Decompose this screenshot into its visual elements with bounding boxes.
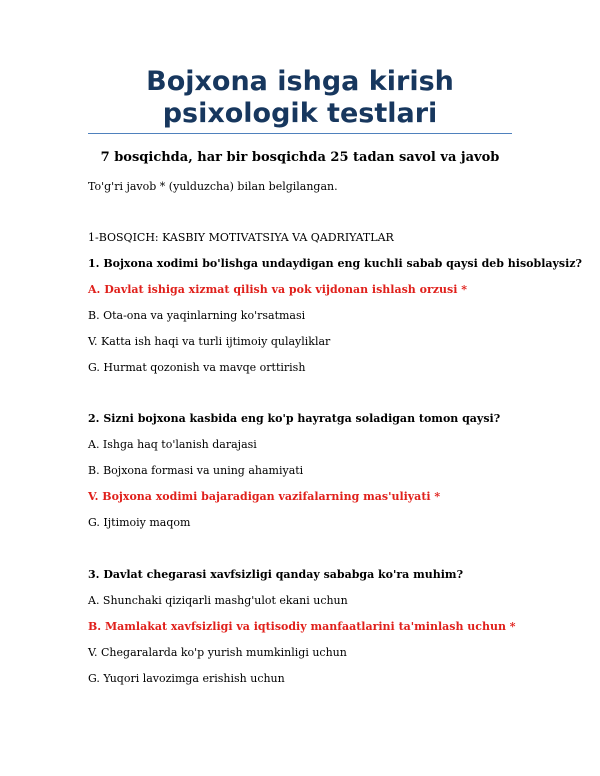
title-line-1: Bojxona ishga kirish xyxy=(146,66,454,97)
title-underline xyxy=(88,133,512,134)
q2-option-a: A. Ishga haq to'lanish darajasi xyxy=(88,438,257,451)
q1-option-g: G. Hurmat qozonish va mavqe orttirish xyxy=(88,361,306,374)
document-subtitle: 7 bosqichda, har bir bosqichda 25 tadan savol va javob xyxy=(100,150,500,165)
q3-option-a: A. Shunchaki qiziqarli mashg'ulot ekani uchun xyxy=(88,594,348,607)
title-line-2: psixologik testlari xyxy=(162,98,438,129)
question-3: 3. Davlat chegarasi xavfsizligi qanday sababga ko'ra muhim? xyxy=(88,568,464,581)
q1-option-v: V. Katta ish haqi va turli ijtimoiy qulayliklar xyxy=(88,335,331,348)
question-1: 1. Bojxona xodimi bo'lishga undaydigan eng kuchli sabab qaysi deb hisoblaysiz? xyxy=(88,257,582,270)
q1-option-b: B. Ota-ona va yaqinlarning ko'rsatmasi xyxy=(88,309,306,322)
q2-option-g: G. Ijtimoiy maqom xyxy=(88,516,191,529)
q2-option-b: B. Bojxona formasi va uning ahamiyati xyxy=(88,464,304,477)
q3-option-v: V. Chegaralarda ko'p yurish mumkinligi uchun xyxy=(88,646,347,659)
q2-option-v-correct: V. Bojxona xodimi bajaradigan vazifalarning mas'uliyati * xyxy=(88,490,441,503)
intro-text: To'g'ri javob * (yulduzcha) bilan belgilangan. xyxy=(88,180,338,193)
q1-option-a-correct: A. Davlat ishiga xizmat qilish va pok vijdonan ishlash orzusi * xyxy=(88,283,467,296)
question-2: 2. Sizni bojxona kasbida eng ko'p hayratga soladigan tomon qaysi? xyxy=(88,412,501,425)
q3-option-b-correct: B. Mamlakat xavfsizligi va iqtisodiy manfaatlarini ta'minlash uchun * xyxy=(88,620,516,633)
section-title: 1-BOSQICH: KASBIY MOTIVATSIYA VA QADRIYATLAR xyxy=(88,231,394,244)
document-title xyxy=(88,66,512,130)
q3-option-g: G. Yuqori lavozimga erishish uchun xyxy=(88,672,285,685)
